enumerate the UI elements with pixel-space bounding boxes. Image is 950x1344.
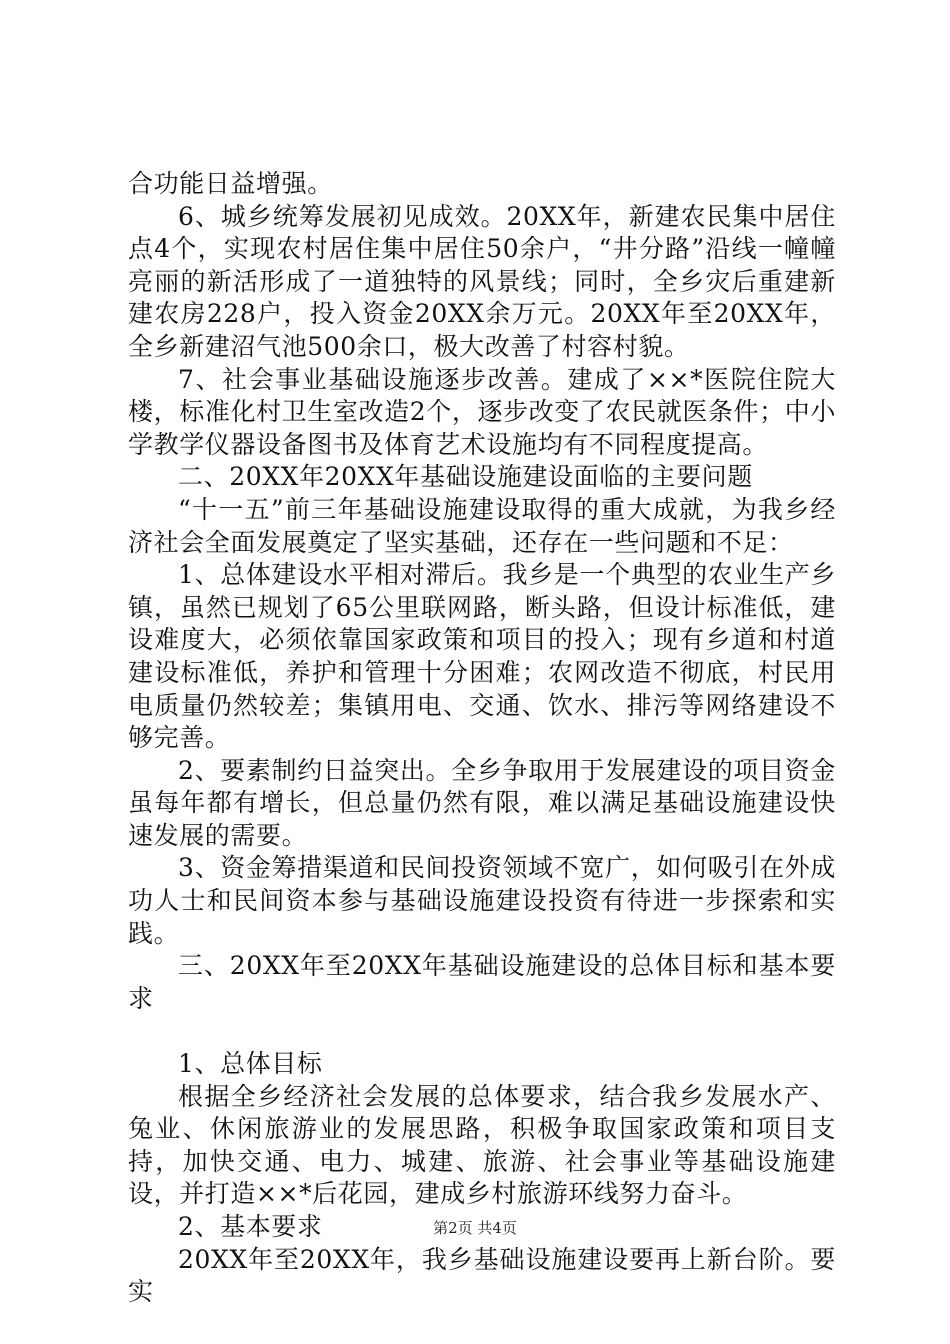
section-heading-3: 三、20XX年至20XX年基础设施建设的总体目标和基本要求	[128, 951, 836, 1013]
paragraph-basic-requirements: 20XX年至20XX年，我乡基础设施建设要再上新台阶。要实	[128, 1244, 836, 1307]
section-heading-2: 二、20XX年20XX年基础设施建设面临的主要问题	[178, 462, 753, 492]
blank-line	[128, 1015, 836, 1048]
paragraph-problem-3: 3、资金筹措渠道和民间投资领域不宽广，如何吸引在外成功人士和民间资本参与基础设施建设投资有待进一步探索和实践。	[128, 853, 836, 948]
subheading-basic-requirements: 2、基本要求	[178, 1212, 323, 1241]
paragraph-intro-problems: “十一五”前三年基础设施建设取得的重大成就，为我乡经济社会全面发展奠定了坚实基础，还存在一些问题和不足：	[128, 494, 836, 557]
page-number-footer: 第2页 共4页	[433, 1219, 517, 1237]
document-body	[128, 168, 836, 1309]
paragraph-problem-1: 1、总体建设水平相对滞后。我乡是一个典型的农业生产乡镇，虽然已规划了65公里联网路，断头路，但设计标准低，建设难度大，必须依靠国家政策和项目的投入；现有乡道和村道建设标准低，养护和管理十分困难；农网改造不彻底，村民用电质量仍然较差；集镇用电、交通、饮水、排污等网络建设不够完善。	[128, 560, 836, 753]
paragraph-problem-2: 2、要素制约日益突出。全乡争取用于发展建设的项目资金虽每年都有增长，但总量仍然有限，难以满足基础设施建设快速发展的需要。	[128, 755, 836, 850]
paragraph-overall-goal: 根据全乡经济社会发展的总体要求，结合我乡发展水产、兔业、休闲旅游业的发展思路，积极争取国家政策和项目支持，加快交通、电力、城建、旅游、社会事业等基础设施建设，并打造××*后花园，建成乡村旅游环线努力奋斗。	[128, 1081, 836, 1209]
paragraph-continuation: 合功能日益增强。	[128, 169, 333, 198]
paragraph-item-7: 7、社会事业基础设施逐步改善。建成了××*医院住院大楼，标准化村卫生室改造2个，逐步改变了农民就医条件；中小学教学仪器设备图书及体育艺术设施均有不同程度提高。	[128, 364, 836, 459]
paragraph-item-6: 6、城乡统筹发展初见成效。20XX年，新建农民集中居住点4个，实现农村居住集中居住50余户，“井分路”沿线一幢幢亮丽的新活形成了一道独特的风景线；同时，全乡灾后重建新建农房228户，投入资金20XX余万元。20XX年至20XX年，全乡新建沼气池500余口，极大改善了村容村貌。	[128, 201, 836, 361]
subheading-overall-goal: 1、总体目标	[178, 1049, 323, 1079]
